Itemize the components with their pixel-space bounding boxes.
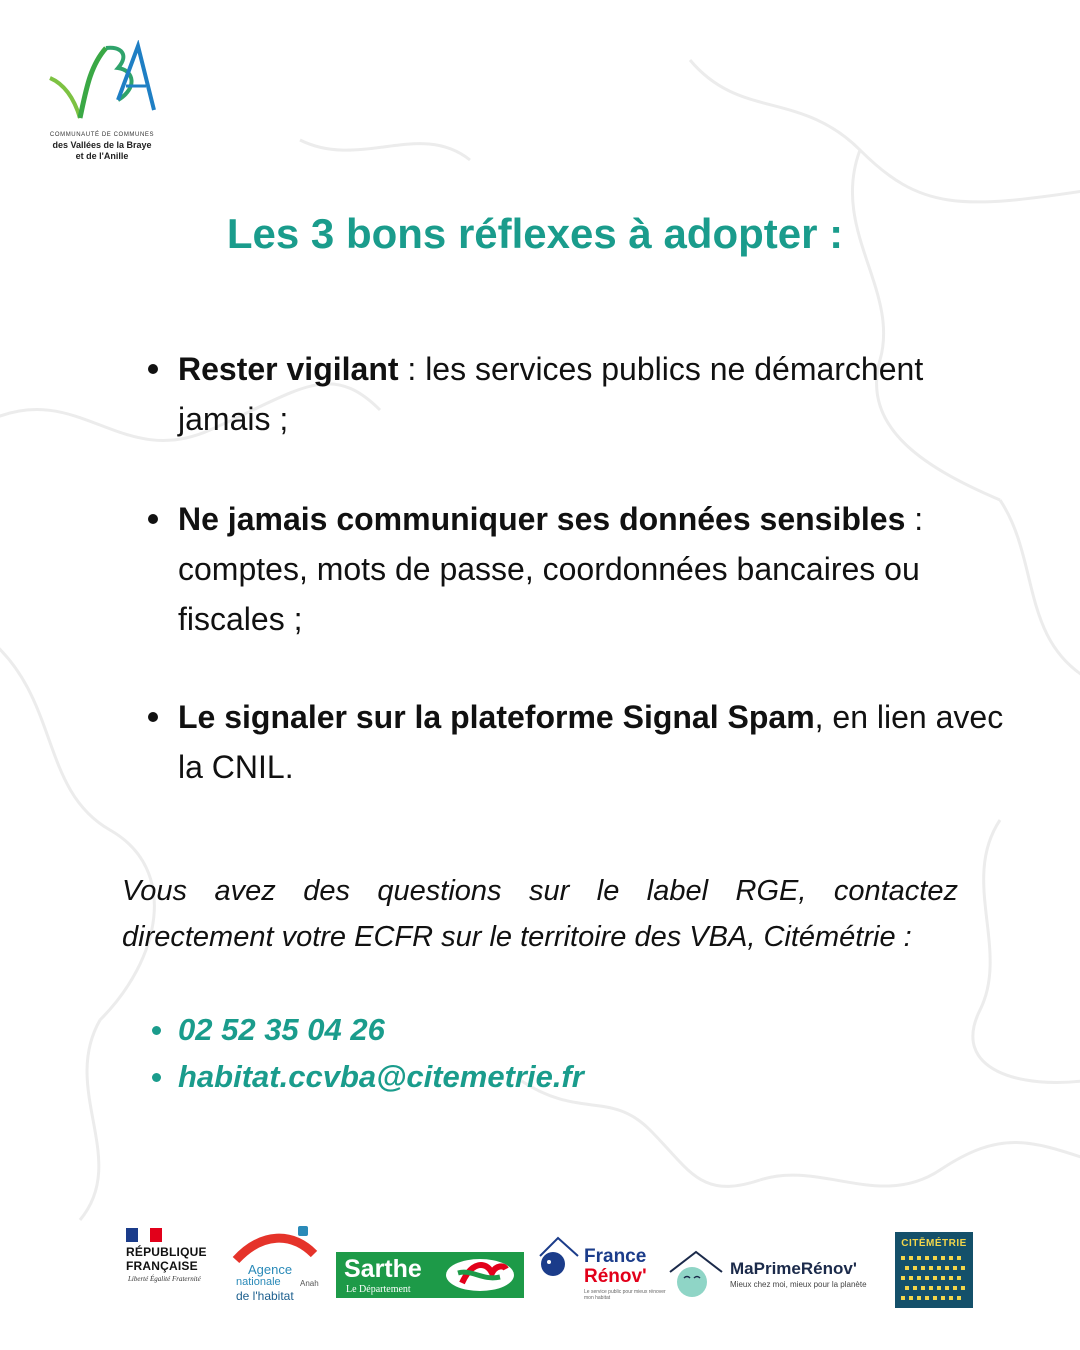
citemetrie-name: CITĒMÉTRIE <box>901 1238 967 1249</box>
sarthe-sub: Le Département <box>346 1284 411 1295</box>
anah-line-2: nationale <box>236 1276 281 1288</box>
rf-line-2: FRANÇAISE <box>126 1259 198 1273</box>
maprimerenov-tagline: Mieux chez moi, mieux pour la planète <box>730 1280 867 1289</box>
rf-line-1: RÉPUBLIQUE <box>126 1245 207 1259</box>
france-renov-line-2: Rénov' <box>584 1266 647 1287</box>
partner-logos <box>0 1220 1080 1320</box>
citemetrie-logo <box>895 1232 973 1308</box>
french-flag-icon <box>126 1228 162 1242</box>
vba-logo <box>46 40 158 160</box>
sarthe-logo <box>336 1252 524 1298</box>
anah-line-3: de l'habitat <box>236 1289 294 1303</box>
citemetrie-pattern-icon <box>899 1254 969 1304</box>
reflex-item <box>148 692 1008 792</box>
maprimerenov-name: MaPrimeRénov' <box>730 1259 857 1278</box>
maprimerenov-house-icon <box>668 1248 724 1300</box>
contact-email[interactable]: habitat.ccvba@citemetrie.fr <box>150 1053 584 1100</box>
anah-line-1: Agence <box>248 1262 293 1277</box>
reflex-item <box>148 494 1008 644</box>
rf-motto: Liberté Égalité Fraternité <box>128 1275 201 1283</box>
reflex-text: : les services publics ne démarchent jamais ; <box>178 351 924 437</box>
contact-list <box>150 1006 584 1100</box>
page-title: Les 3 bons réflexes à adopter : <box>226 210 844 257</box>
reflex-bold: Ne jamais communiquer ses données sensibles <box>178 501 906 537</box>
france-renov-house-icon <box>536 1234 582 1284</box>
vba-logo-name-2: et de l'Anille <box>75 151 129 161</box>
maprimerenov-logo <box>668 1246 882 1306</box>
reflex-bold: Le signaler sur la plateforme Signal Spam <box>178 699 815 735</box>
france-renov-line-1: France <box>584 1246 647 1267</box>
republique-francaise-logo <box>126 1228 216 1308</box>
contact-intro: Vous avez des questions sur le label RGE, contactez directement votre ECFR sur le territoire des VBA, Citémétrie : <box>122 875 958 953</box>
sarthe-emblem-icon <box>442 1255 518 1295</box>
france-renov-logo <box>536 1234 670 1310</box>
vba-logo-small-text: COMMUNAUTÉ DE COMMUNES <box>49 132 155 138</box>
reflex-text: , en lien avec la CNIL. <box>178 699 1004 785</box>
contact-phone[interactable]: 02 52 35 04 26 <box>150 1006 584 1053</box>
vba-logo-name-1: des Vallées de la Braye <box>52 140 152 150</box>
reflexes-list <box>148 344 1008 792</box>
france-renov-tagline: Le service public pour mieux rénover mon habitat <box>584 1289 666 1301</box>
reflex-item <box>148 344 1008 444</box>
anah-abbr: Anah <box>300 1279 319 1288</box>
reflex-text: : comptes, mots de passe, coordonnées bancaires ou fiscales ; <box>178 501 924 637</box>
anah-logo <box>232 1224 324 1308</box>
vba-logo-mark <box>46 40 158 132</box>
anah-swoosh-icon <box>232 1224 324 1264</box>
sarthe-name: Sarthe <box>344 1255 422 1283</box>
reflex-bold: Rester vigilant <box>178 351 399 387</box>
